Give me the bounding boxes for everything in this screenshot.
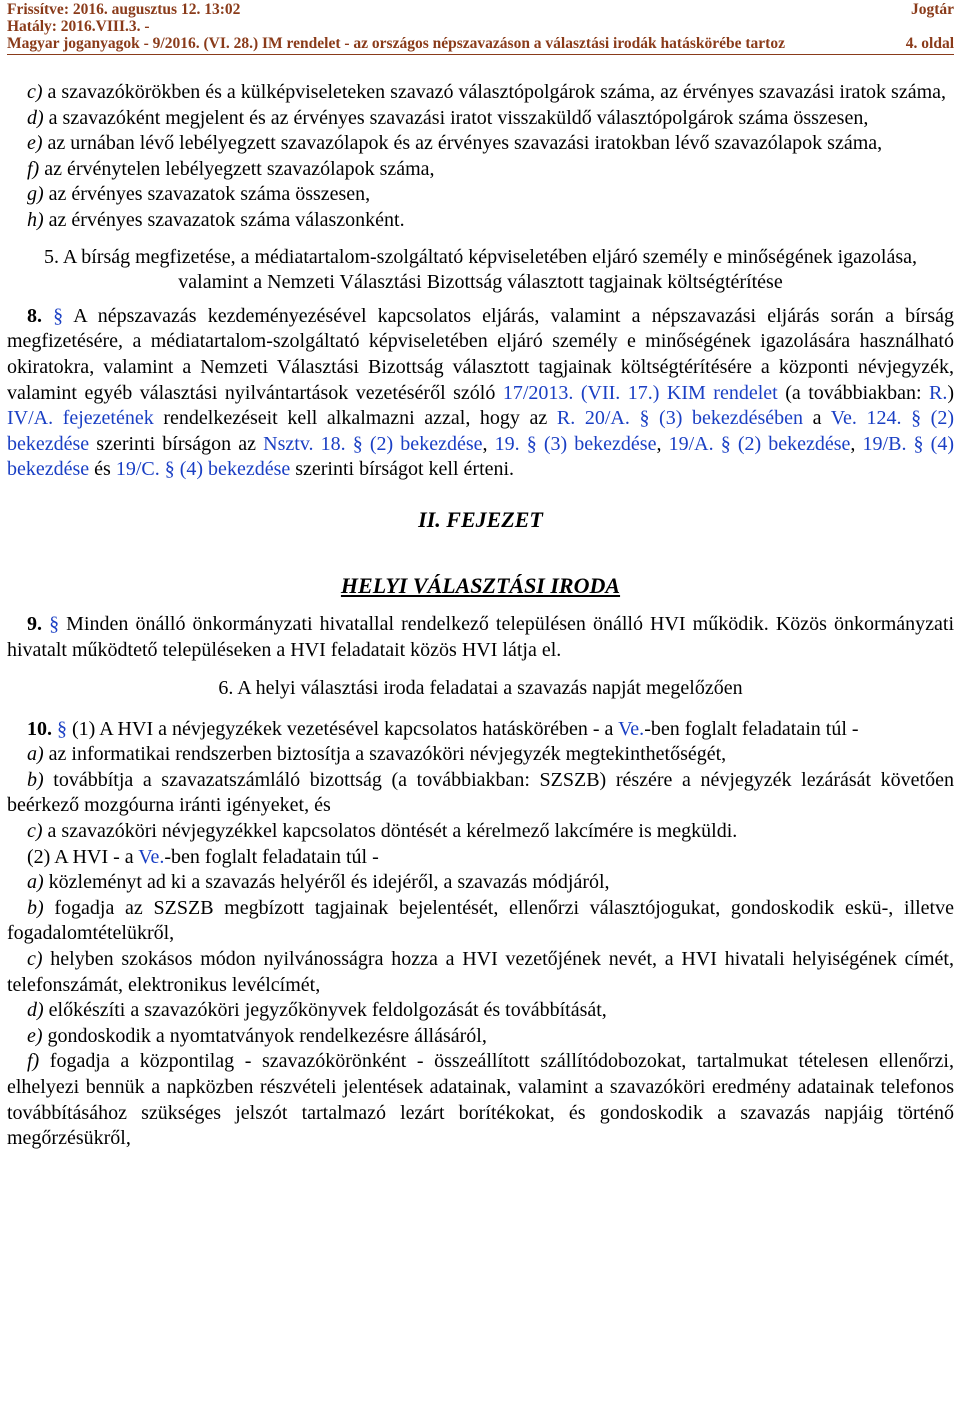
- item-d: d) a szavazóként megjelent és az érvényes szavazási iratot visszaküldő választópolgárok száma összesen,: [27, 106, 869, 129]
- document-header: [7, 0, 954, 52]
- section-10-para-1: 10. § (1) A HVI a névjegyzékek vezetésével kapcsolatos hatáskörében - a Ve.-ben foglalt feladatain túl -: [27, 717, 859, 740]
- subheading-6: 6. A helyi választási iroda feladatai a szavazás napját megelőzően: [218, 677, 743, 700]
- item-f-2: f) fogadja a központilag - szavazókörönként - összeállított szállítódobozokat, tartalmukat tételesen ellenőrzi, elhelyezi bennük a napközben részvételi jelentések adatainak, valamint a szavazóköri eredmény adatainak telefonos továbbításához szükséges jelszót tartalmazó lezárt borítékokat, és gondoskodik a szavazás napjáig történő megőrzésükről,: [7, 1050, 954, 1150]
- r-20a-link[interactable]: R. 20/A. § (3) bekezdésében: [556, 407, 804, 430]
- page-number: 4. oldal: [905, 35, 954, 52]
- spacer: [7, 702, 954, 717]
- nsztv-18-link[interactable]: Nsztv. 18. § (2) bekezdése: [263, 432, 483, 455]
- ve-link[interactable]: Ve.: [618, 717, 645, 740]
- section-9: 9. § Minden önálló önkormányzati hivatallal rendelkező településen önálló HVI működik. Közös önkormányzati hivatalt működtető településeken a HVI feladatait közös HVI látja el.: [7, 612, 955, 661]
- refresh-date: Frissítve: 2016. augusztus 12. 13:02: [7, 1, 241, 18]
- iva-fejezet-link[interactable]: IV/A. fejezetének: [7, 407, 154, 430]
- nsztv-19a-link[interactable]: 19/A. § (2) bekezdése: [668, 432, 851, 455]
- source-title: Magyar joganyagok - 9/2016. (VI. 28.) IM rendelet - az országos népszavazáson a választási irodák hatáskörébe tartoz: [7, 35, 785, 52]
- ve-link[interactable]: Ve.: [138, 845, 165, 868]
- section-sign-link[interactable]: §: [53, 304, 64, 327]
- section-sign-link[interactable]: §: [49, 612, 60, 635]
- r-link[interactable]: R.: [929, 381, 948, 404]
- nsztv-19c-link[interactable]: 19/C. § (4) bekezdése: [115, 458, 291, 481]
- section-8: 8. § A népszavazás kezdeményezésével kapcsolatos eljárás, valamint a népszavazási eljárás során a bírság megfizetésére, a médiatartalom-szolgáltató képviseletében eljáró személy e minőségének igazolására használható okiratokra, valamint a Nemzeti Választási Bizottság választott tagjainak költségtérítésére a központi névjegyzék, valamint egyéb választási nyilvántartások vezetéséről szóló 17/2013. (VII. 17.) KIM rendelet (a továbbiakban: R.) IV/A. fejezetének rendelkezéseit kell alkalmazni azzal, hogy az R. 20/A. § (3) bekezdésében a Ve. 124. § (2) bekezdése szerinti bírságon az Nsztv. 18. § (2) bekezdése, 19. § (3) bekezdése, 19/A. § (2) bekezdése, 19/B. § (4) bekezdése és 19/C. § (4) bekezdése szerinti bírságot kell érteni.: [7, 304, 955, 481]
- nsztv-19b-link[interactable]: 19/B. § (4) bekezdése: [7, 432, 955, 481]
- item-a: a) az informatikai rendszerben biztosítja a szavazóköri névjegyzék megtekinthetőségét,: [27, 743, 727, 766]
- chapter-number: II. FEJEZET: [418, 506, 543, 532]
- chapter-title: HELYI VÁLASZTÁSI IRODA: [340, 572, 621, 598]
- document-body: [7, 80, 954, 1152]
- spacer: [7, 601, 954, 612]
- nsztv-19-link[interactable]: 19. § (3) bekezdése: [494, 432, 657, 455]
- item-d-2: d) előkészíti a szavazóköri jegyzőkönyvek feldolgozását és továbbítását,: [27, 999, 607, 1022]
- subheading-5: 5. A bírság megfizetése, a médiatartalom-szolgáltató képviseletében eljáró személy e minőségének igazolása, valamint a Nemzeti Választási Bizottság választott tagjainak költségtérítése: [44, 245, 917, 294]
- item-a-2: a) közleményt ad ki a szavazás helyéről és idejéről, a szavazás módjáról,: [27, 871, 610, 894]
- section-10-para-2: (2) A HVI - a Ve.-ben foglalt feladatain túl -: [27, 845, 379, 868]
- ve-124-link[interactable]: Ve. 124. § (2) bekezdése: [7, 407, 955, 455]
- item-e: e) az urnában lévő lebélyegzett szavazólapok és az érvényes szavazási iratokban lévő szavazólapok száma,: [27, 132, 883, 155]
- item-h: h) az érvényes szavazatok száma válaszonként.: [27, 208, 405, 231]
- spacer: [7, 296, 954, 304]
- item-c: c) a szavazókörökben és a külképviseleteken szavazó választópolgárok száma, az érvényes szavazási iratok száma,: [27, 81, 947, 103]
- section-sign-link[interactable]: §: [57, 717, 67, 740]
- item-f: f) az érvénytelen lebélyegzett szavazólapok száma,: [27, 157, 435, 180]
- item-c-2: c) a szavazóköri névjegyzékkel kapcsolatos döntését a kérelmező lakcímére is megküldi.: [27, 820, 738, 843]
- item-b: b) továbbítja a szavazatszámláló bizottság (a továbbiakban: SZSZB) részére a névjegyzék lezárását követően beérkező mozgóurna iránti igényeket, és: [7, 768, 954, 817]
- item-b-2: b) fogadja az SZSZB megbízott tagjainak bejelentését, ellenőrzi választójogukat, gondoskodik eskü-, illetve fogadalomtételükről,: [7, 896, 954, 945]
- header-divider: [7, 54, 954, 55]
- item-g: g) az érvényes szavazatok száma összesen,: [27, 183, 371, 206]
- kim-rendelet-link[interactable]: 17/2013. (VII. 17.) KIM rendelet: [502, 381, 778, 404]
- item-c-3: c) helyben szokásos módon nyilvánosságra hozza a HVI vezetőjének nevét, a HVI hivatali helyiségének címét, telefonszámát, elektronikus levélcímét,: [7, 948, 954, 996]
- effective-date: Hatály: 2016.VIII.3. -: [7, 18, 150, 35]
- item-e-2: e) gondoskodik a nyomtatványok rendelkezésre állásáról,: [27, 1024, 487, 1047]
- spacer: [7, 234, 954, 245]
- jogtar-logo-text: Jogtár: [910, 1, 954, 18]
